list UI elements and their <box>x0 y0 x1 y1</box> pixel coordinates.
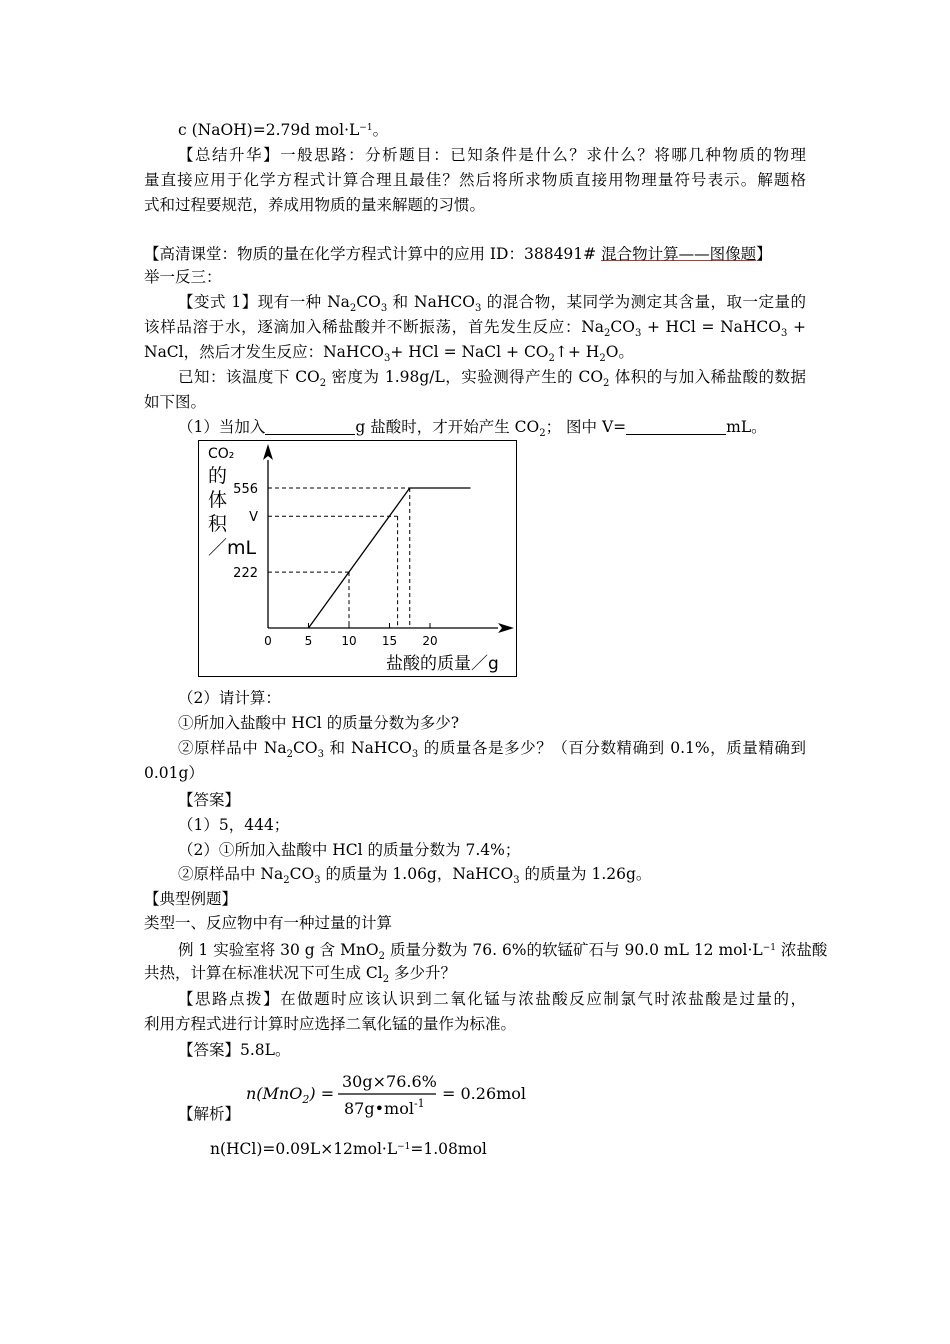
svg-text:87g•mol-1: 87g•mol$^{-1}$ <box>344 1097 425 1118</box>
answer-1: （1）5，444； <box>178 816 290 834</box>
course-link[interactable]: 混合物计算——图像题 <box>601 245 757 263</box>
variant-line-4: 已知：该温度下 $CO_2$ 密度为 1.98g/L，实验测得产生的 $CO_2$ 体积的与加入稀盐酸的数据 <box>178 368 806 389</box>
naoh-concentration: c (NaOH)=2.79d $mol\cdot L^{-1}$。 <box>178 121 389 139</box>
co2-volume-chart <box>198 440 518 678</box>
y-tick-label: 556 <box>233 482 258 497</box>
x-tick-label: 5 <box>304 634 313 648</box>
section-title: 举一反三： <box>144 268 222 286</box>
variant-line-3: NaCl，然后才发生反应：NaHCO$_3$+ HCl = NaCl + $CO_2↑+ H_2O$。 <box>144 343 634 364</box>
svg-text:n(MnO2) =: n(MnO$_2$) = <box>246 1084 335 1106</box>
x-axis-label: 盐酸的质量／g <box>386 654 499 674</box>
variant-line-1: 【变式 1】现有一种 $Na_2CO_3$ 和 NaHCO$_3$ 的混合物，某同学为测定其含量，取一定量的 <box>178 293 806 314</box>
y-axis-label-part: CO₂ <box>208 446 235 462</box>
x-tick-label: 0 <box>264 634 272 648</box>
summary-line-2: 量直接应用于化学方程式计算合理且最佳？然后将所求物质直接用物理量符号表示。解题格 <box>144 171 806 189</box>
question-2-2: ②原样品中 $Na_2CO_3$ 和 NaHCO$_3$ 的质量各是多少？（百分数精确到 0.1%，质量精确到 <box>178 739 806 760</box>
analysis-title: 【解析】 <box>178 1105 241 1123</box>
hcl-calculation: $n(HCl)=0.09L\times 12mol\cdot L^{-1}=1.08mol$ <box>210 1140 487 1158</box>
answer-3: ②原样品中 $Na_2CO_3$ 的质量为 1.06g，NaHCO$_3$ 的质量为 1.26g。 <box>178 865 652 886</box>
summary-line-1: 【总结升华】一般思路：分析题目：已知条件是什么？求什么？将哪几种物质的物理 <box>178 146 806 164</box>
y-axis-label-part: 积 <box>208 513 228 535</box>
y-axis-label-part: 体 <box>208 489 228 511</box>
hint-line-2: 利用方程式进行计算时应选择二氧化锰的量作为标准。 <box>144 1015 517 1033</box>
y-axis-label-part: 的 <box>208 465 228 487</box>
svg-text:= 0.26mol: = 0.26mol <box>442 1084 527 1103</box>
example-1-line-2: 共热，计算在标准状况下可生成 $Cl_2$ 多少升？ <box>144 964 457 985</box>
type-1-title: 类型一、反应物中有一种过量的计算 <box>144 914 393 932</box>
question-2: （2）请计算： <box>178 689 281 707</box>
example-answer: 【答案】5.8L。 <box>178 1041 291 1059</box>
y-tick-label: 222 <box>233 566 258 582</box>
mno2-formula <box>244 1063 534 1125</box>
answer-blank-1[interactable] <box>265 420 355 435</box>
question-2-1: ①所加入盐酸中 HCl 的质量分数为多少? <box>178 714 459 732</box>
example-1-line-1: 例 1 实验室将 30 g 含 MnO$_2$ 质量分数为 76. 6%的软锰矿石与 90.0 mL 12 $mol\cdot L^{-1}$ 浓盐酸 <box>178 941 828 962</box>
example-title: 【典型例题】 <box>144 890 238 908</box>
x-tick-label: 15 <box>381 634 398 648</box>
variant-line-2: 该样品溶于水，逐滴加入稀盐酸并不断振荡，首先发生反应：$Na_2CO_3$ + HCl = NaHCO$_3$ + <box>144 318 806 339</box>
question-2-2-cont: 0.01g） <box>144 764 204 782</box>
answer-title: 【答案】 <box>178 791 241 809</box>
hint-line-1: 【思路点拨】在做题时应该认识到二氧化锰与浓盐酸反应制氯气时浓盐酸是过量的， <box>178 990 806 1008</box>
y-tick-label: V <box>249 510 258 526</box>
y-axis-label-part: ／mL <box>208 537 257 559</box>
course-header: 【高清课堂：物质的量在化学方程式计算中的应用 ID：388491# 混合物计算——图像题】 <box>144 245 772 263</box>
svg-text:30g×76.6%: 30g×76.6% <box>342 1072 437 1091</box>
answer-2: （2）①所加入盐酸中 HCl 的质量分数为 7.4%； <box>178 841 521 859</box>
question-1: （1）当加入 g 盐酸时，才开始产生 $CO_2$； 图中 V= mL。 <box>178 418 767 439</box>
x-tick-label: 20 <box>422 634 438 648</box>
x-tick-label: 10 <box>341 634 357 648</box>
summary-line-3: 式和过程要规范，养成用物质的量来解题的习惯。 <box>144 196 486 214</box>
variant-line-5: 如下图。 <box>144 393 207 411</box>
answer-blank-2[interactable] <box>626 420 726 435</box>
